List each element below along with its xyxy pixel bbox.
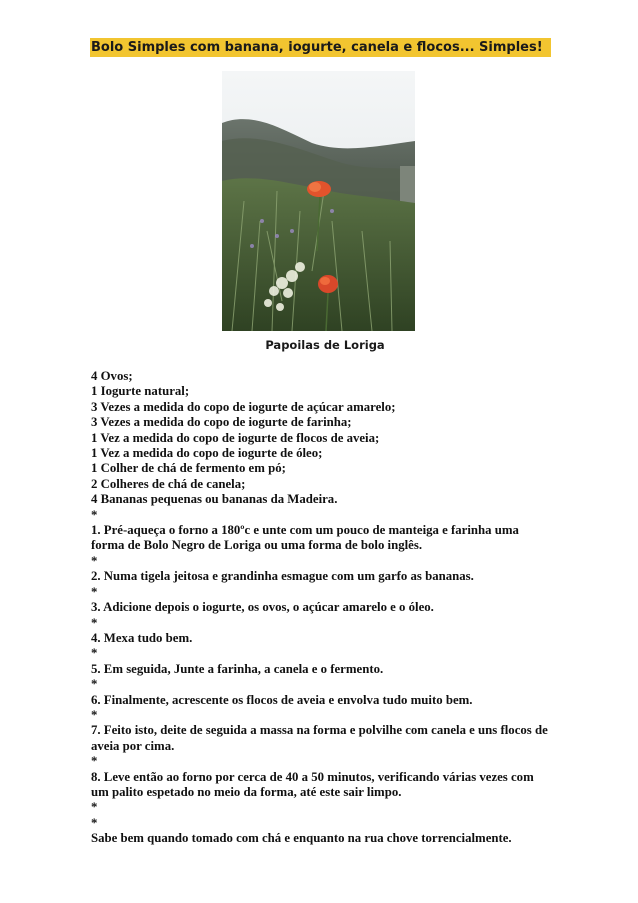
step-line: 1. Pré-aqueça o forno a 180ºc e unte com um pouco de manteiga e farinha uma forma de Bolo Negro de Loriga ou uma forma de bolo inglês. <box>91 523 519 553</box>
step-line: 6. Finalmente, acrescente os flocos de aveia e envolva tudo muito bem. <box>91 692 473 707</box>
separator-asterisk: * <box>91 815 98 830</box>
separator-asterisk: * <box>91 646 98 661</box>
step-line: 2. Numa tigela jeitosa e grandinha esmague com um garfo as bananas. <box>91 569 474 584</box>
separator-asterisk: * <box>91 754 98 769</box>
ingredient-line: 3 Vezes a medida do copo de iogurte de açúcar amarelo; <box>91 399 396 414</box>
separator-asterisk: * <box>91 615 98 630</box>
step-line: 8. Leve então ao forno por cerca de 40 a 50 minutos, verificando várias vezes com um palito espetado no meio da forma, até este sair limpo. <box>91 769 534 799</box>
ingredient-line: 1 Iogurte natural; <box>91 384 190 399</box>
step-line: 5. Em seguida, Junte a farinha, a canela e o fermento. <box>91 661 384 676</box>
recipe-body <box>91 369 551 847</box>
ingredient-line: 4 Ovos; <box>91 369 133 383</box>
ingredient-line: 3 Vezes a medida do copo de iogurte de farinha; <box>91 415 352 430</box>
separator-asterisk: * <box>91 507 98 522</box>
ingredient-line: 1 Vez a medida do copo de iogurte de flocos de aveia; <box>91 430 380 445</box>
separator-asterisk: * <box>91 677 98 692</box>
document-title: Bolo Simples com banana, iogurte, canela e flocos... Simples! <box>90 38 551 57</box>
step-line: 3. Adicione depois o iogurte, os ovos, o açúcar amarelo e o óleo. <box>91 600 434 615</box>
closing-note: Sabe bem quando tomado com chá e enquanto na rua chove torrencialmente. <box>91 831 512 846</box>
separator-asterisk: * <box>91 584 98 599</box>
ingredient-line: 1 Vez a medida do copo de iogurte de óleo; <box>91 446 323 461</box>
separator-asterisk: * <box>91 800 98 815</box>
step-line: 4. Mexa tudo bem. <box>91 630 193 645</box>
separator-asterisk: * <box>91 707 98 722</box>
photo-caption: Papoilas de Loriga <box>265 338 385 352</box>
ingredient-line: 1 Colher de chá de fermento em pó; <box>91 461 286 476</box>
poppy-field-photo <box>222 71 415 331</box>
separator-asterisk: * <box>91 553 98 568</box>
ingredient-line: 4 Bananas pequenas ou bananas da Madeira. <box>91 492 338 507</box>
step-line: 7. Feito isto, deite de seguida a massa na forma e polvilhe com canela e uns flocos de aveia por cima. <box>91 723 548 753</box>
ingredient-line: 2 Colheres de chá de canela; <box>91 476 246 491</box>
